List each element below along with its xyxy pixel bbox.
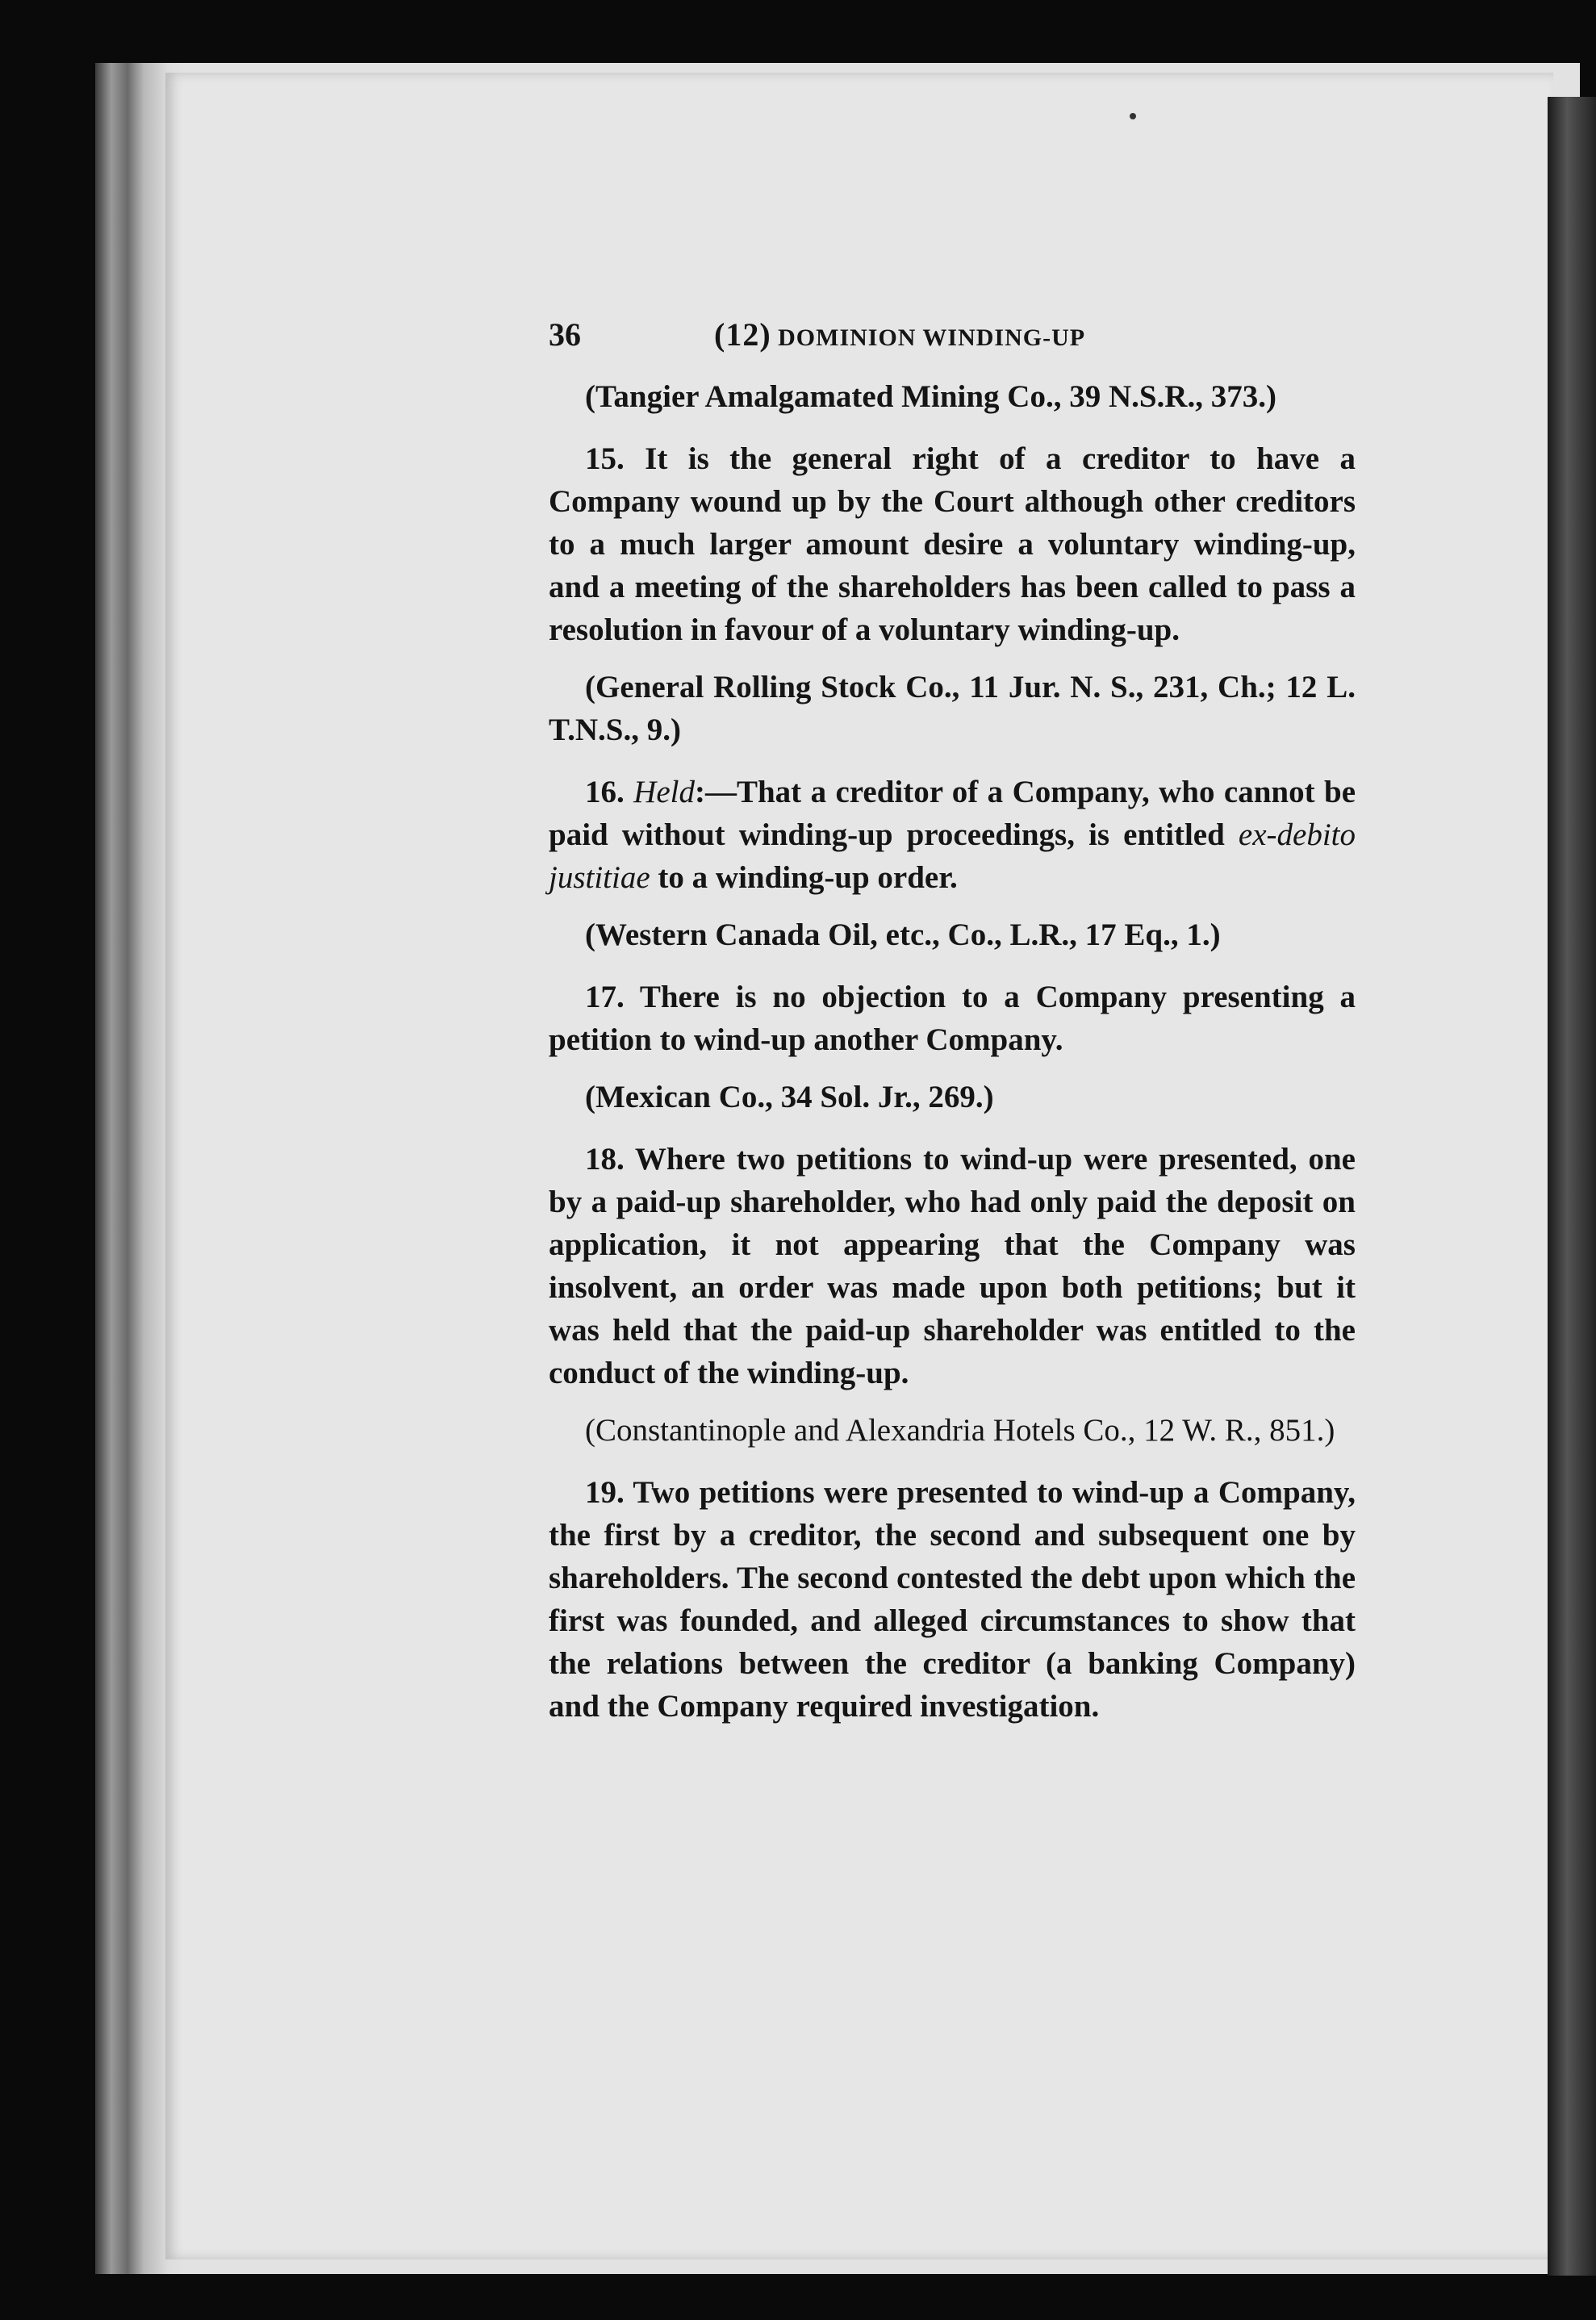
section-number: (12) [714, 316, 771, 353]
running-head [714, 313, 1085, 359]
latin-term: ex-debito justitiae [549, 817, 1356, 895]
paragraph-16-body: :—That a creditor of a Company, who cannot be paid without winding-up proceedings, is entitled [549, 775, 1356, 852]
citation: (Mexican Co., 34 Sol. Jr., 269.) [585, 1080, 994, 1114]
paragraph-15: 15. It is the general right of a creditor to have a Company wound up by the Court although other creditors to a much larger amount desire a voluntary winding-up, and a meeting of the shareholders has been called to pass a resolution in favour of a voluntary winding-up. [549, 441, 1356, 647]
paragraph-16-suffix: to a winding-up order. [650, 860, 958, 895]
scan-speck [1130, 113, 1136, 119]
paragraph-17: 17. There is no objection to a Company presenting a petition to wind-up another Company. [549, 980, 1356, 1057]
paragraph-16-prefix: 16. [585, 775, 634, 809]
page-number: 36 [549, 316, 581, 353]
page-text [549, 313, 1356, 1742]
citation: (Tangier Amalgamated Mining Co., 39 N.S.R., 373.) [585, 379, 1276, 414]
citation: (Western Canada Oil, etc., Co., L.R., 17 Eq., 1.) [585, 918, 1221, 952]
citation: (General Rolling Stock Co., 11 Jur. N. S., 231, Ch.; 12 L. T.N.S., 9.) [549, 670, 1356, 747]
citation: (Constantinople and Alexandria Hotels Co., 12 W. R., 851.) [585, 1413, 1335, 1448]
page-header [549, 313, 1356, 359]
paragraph-18: 18. Where two petitions to wind-up were presented, one by a paid-up shareholder, who had only paid the deposit on application, it not appearing that the Company was insolvent, an order was made upon both petitions; but it was held that the paid-up shareholder was entitled to the conduct of the winding-up. [549, 1142, 1356, 1390]
book-binding-edge [1548, 97, 1596, 2276]
paragraph-16 [549, 771, 1356, 899]
held-term: Held [633, 775, 695, 809]
paragraph-19: 19. Two petitions were presented to wind-up a Company, the first by a creditor, the second and subsequent one by shareholders. The second contested the debt upon which the first was founded, and alleged circumstances to show that the relations between the creditor (a banking Company) and the Company required investigation. [549, 1475, 1356, 1724]
running-head-title: DOMINION WINDING-UP [778, 324, 1086, 351]
